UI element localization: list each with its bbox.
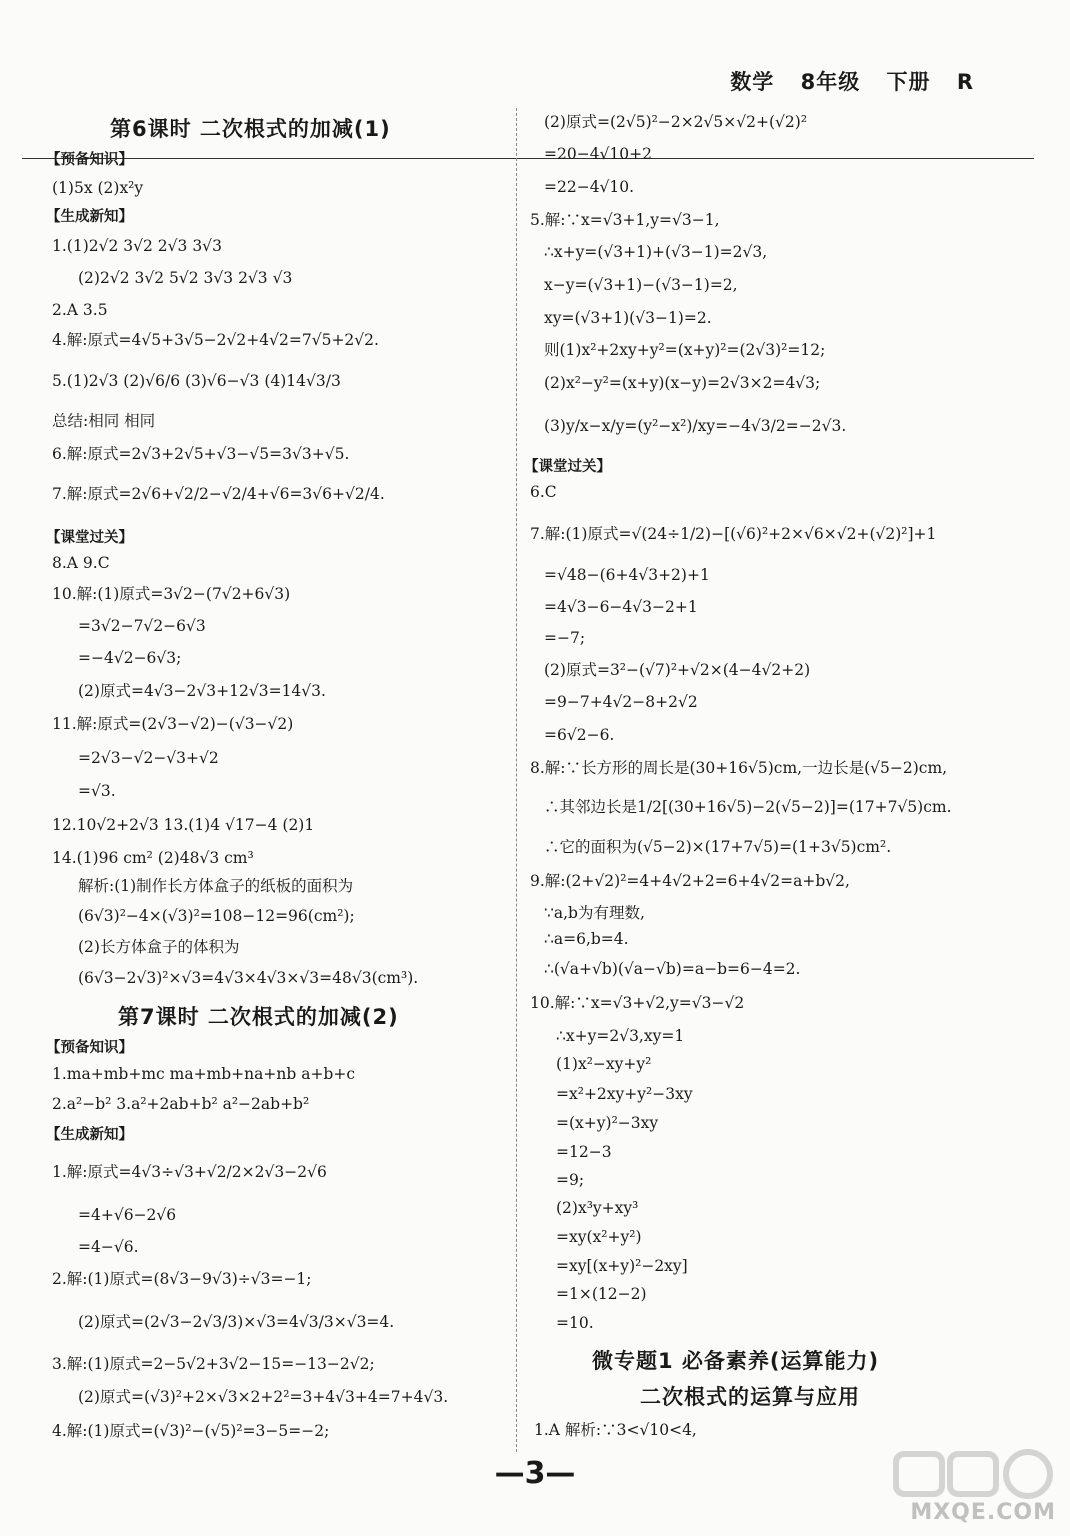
answer-line: 10.解:∵x=√3+√2,y=√3−√2 [530, 994, 745, 1012]
answer-line: 2.解:(1)原式=(8√3−9√3)÷√3=−1; [52, 1270, 312, 1288]
answer-line: =10. [556, 1314, 594, 1332]
answer-line: 11.解:原式=(2√3−√2)−(√3−√2) [52, 715, 294, 733]
answer-line: 10.解:(1)原式=3√2−(7√2+6√3) [52, 585, 291, 603]
answer-line: 4.解:原式=4√5+3√5−2√2+4√2=7√5+2√2. [52, 331, 379, 349]
answer-line: ∴其邻边长是1/2[(30+16√5)−2(√5−2)]=(17+7√5)cm. [544, 798, 952, 816]
answer-line: 14.(1)96 cm² (2)48√3 cm³ [52, 849, 254, 867]
answer-line: 7.解:原式=2√6+√2/2−√2/4+√6=3√6+√2/4. [52, 485, 385, 503]
answer-line: 8.A 9.C [52, 554, 110, 572]
answer-line: =−4√2−6√3; [78, 649, 182, 667]
answer-line: =12−3 [556, 1143, 612, 1161]
page-number: —3— [494, 1456, 576, 1491]
answer-line: ∴x+y=2√3,xy=1 [556, 1027, 685, 1045]
answer-line: ∴它的面积为(√5−2)×(17+7√5)=(1+3√5)cm². [544, 838, 892, 856]
answer-line: 8.解:∵长方形的周长是(30+16√5)cm,一边长是(√5−2)cm, [530, 759, 948, 777]
answer-line: 5.解:∵x=√3+1,y=√3−1, [530, 211, 720, 229]
header-grade: 8年级 [800, 70, 861, 94]
answer-line: =(x+y)²−3xy [556, 1114, 659, 1132]
answer-line: =22−4√10. [544, 178, 635, 196]
answer-line: ∴(√a+√b)(√a−√b)=a−b=6−4=2. [544, 960, 801, 978]
answer-line: 1.A 解析:∵3<√10<4, [534, 1421, 697, 1439]
answer-line: 2.a²−b² 3.a²+2ab+b² a²−2ab+b² [52, 1095, 310, 1113]
answer-line: 1.ma+mb+mc ma+mb+na+nb a+b+c [52, 1065, 356, 1083]
answer-line: x−y=(√3+1)−(√3−1)=2, [544, 276, 738, 294]
answer-line: =4√3−6−4√3−2+1 [544, 598, 698, 616]
answer-line: (2)长方体盒子的体积为 [78, 938, 240, 956]
topic-title: 微专题1 必备素养(运算能力) [592, 1349, 880, 1373]
answer-line: (3)y/x−x/y=(y²−x²)/xy=−4√3/2=−2√3. [544, 417, 847, 435]
answer-line: ∴a=6,b=4. [544, 930, 629, 948]
answer-line: 6.解:原式=2√3+2√5+√3−√5=3√3+√5. [52, 445, 350, 463]
topic-subtitle: 二次根式的运算与应用 [640, 1385, 860, 1409]
answer-line: =xy(x²+y²) [556, 1228, 642, 1246]
answer-line: (2)原式=3²−(√7)²+√2×(4−4√2+2) [544, 661, 811, 679]
answer-line: =9; [556, 1171, 585, 1189]
answer-line: =−7; [544, 629, 586, 647]
answer-line: (2)x³y+xy³ [556, 1199, 639, 1217]
answer-line: (2)2√2 3√2 5√2 3√3 2√3 √3 [78, 269, 293, 287]
answer-line: =4−√6. [78, 1238, 139, 1256]
answer-line: ∵a,b为有理数, [544, 904, 645, 922]
lesson6-title: 第6课时 二次根式的加减(1) [110, 117, 391, 141]
answer-line: (2)原式=(√3)²+2×√3×2+2²=3+4√3+4=7+4√3. [78, 1388, 449, 1406]
answer-line: (1)5x (2)x²y [52, 179, 144, 197]
watermark-text: MXQE.COM [910, 1500, 1056, 1525]
answer-line: 1.解:原式=4√3÷√3+√2/2×2√3−2√6 [52, 1163, 327, 1181]
section-heading: 【课堂过关】 [524, 459, 611, 475]
answer-line: 5.(1)2√3 (2)√6/6 (3)√6−√3 (4)14√3/3 [52, 372, 341, 390]
answer-line: 解析:(1)制作长方体盒子的纸板的面积为 [78, 877, 354, 895]
answer-line: (6√3)²−4×(√3)²=108−12=96(cm²); [78, 907, 355, 925]
answer-line: =√3. [78, 782, 116, 800]
section-heading: 【预备知识】 [46, 1040, 133, 1056]
answer-line: 4.解:(1)原式=(√3)²−(√5)²=3−5=−2; [52, 1422, 330, 1440]
answer-line: 总结:相同 相同 [52, 412, 156, 430]
answer-line: =1×(12−2) [556, 1285, 647, 1303]
answer-line: xy=(√3+1)(√3−1)=2. [544, 309, 712, 327]
answer-line: =6√2−6. [544, 726, 615, 744]
answer-line: =xy[(x+y)²−2xy] [556, 1257, 688, 1275]
answer-line: 6.C [530, 483, 557, 501]
answer-line: =4+√6−2√6 [78, 1206, 177, 1224]
answer-line: (1)x²−xy+y² [556, 1055, 652, 1073]
answer-line: (2)原式=4√3−2√3+12√3=14√3. [78, 682, 326, 700]
answer-line: ∴x+y=(√3+1)+(√3−1)=2√3, [544, 243, 768, 261]
lesson7-title: 第7课时 二次根式的加减(2) [118, 1005, 399, 1029]
answer-line: =2√3−√2−√3+√2 [78, 749, 219, 767]
section-heading: 【课堂过关】 [46, 530, 133, 546]
answer-line: (2)x²−y²=(x+y)(x−y)=2√3×2=4√3; [544, 374, 821, 392]
answer-line: =√48−(6+4√3+2)+1 [544, 566, 710, 584]
answer-line: 3.解:(1)原式=2−5√2+3√2−15=−13−2√2; [52, 1355, 375, 1373]
answer-line: =9−7+4√2−8+2√2 [544, 693, 698, 711]
page-header [712, 66, 974, 96]
section-heading: 【预备知识】 [46, 152, 133, 168]
answer-line: =3√2−7√2−6√3 [78, 617, 206, 635]
header-divider [22, 158, 1034, 159]
answer-line: =20−4√10+2 [544, 145, 653, 163]
answer-line: 2.A 3.5 [52, 301, 108, 319]
answer-line: 1.(1)2√2 3√2 2√3 3√3 [52, 237, 222, 255]
header-volume: 下册 [886, 70, 931, 94]
column-divider [516, 108, 517, 1452]
header-subject: 数学 [730, 70, 775, 94]
answer-line: (2)原式=(2√3−2√3/3)×√3=4√3/3×√3=4. [78, 1313, 395, 1331]
answer-line: 则(1)x²+2xy+y²=(x+y)²=(2√3)²=12; [544, 341, 826, 359]
answer-line: 12.10√2+2√3 13.(1)4 √17−4 (2)1 [52, 816, 315, 834]
answer-line: 9.解:(2+√2)²=4+4√2+2=6+4√2=a+b√2, [530, 872, 850, 890]
section-heading: 【生成新知】 [46, 1127, 133, 1143]
answer-line: =x²+2xy+y²−3xy [556, 1085, 693, 1103]
answer-line: 7.解:(1)原式=√(24÷1/2)−[(√6)²+2×√6×√2+(√2)²]+1 [530, 525, 937, 543]
answer-line: (6√3−2√3)²×√3=4√3×4√3×√3=48√3(cm³). [78, 969, 419, 987]
header-edition: R [956, 70, 974, 94]
answer-line: (2)原式=(2√5)²−2×2√5×√2+(√2)² [544, 113, 808, 131]
section-heading: 【生成新知】 [46, 209, 133, 225]
